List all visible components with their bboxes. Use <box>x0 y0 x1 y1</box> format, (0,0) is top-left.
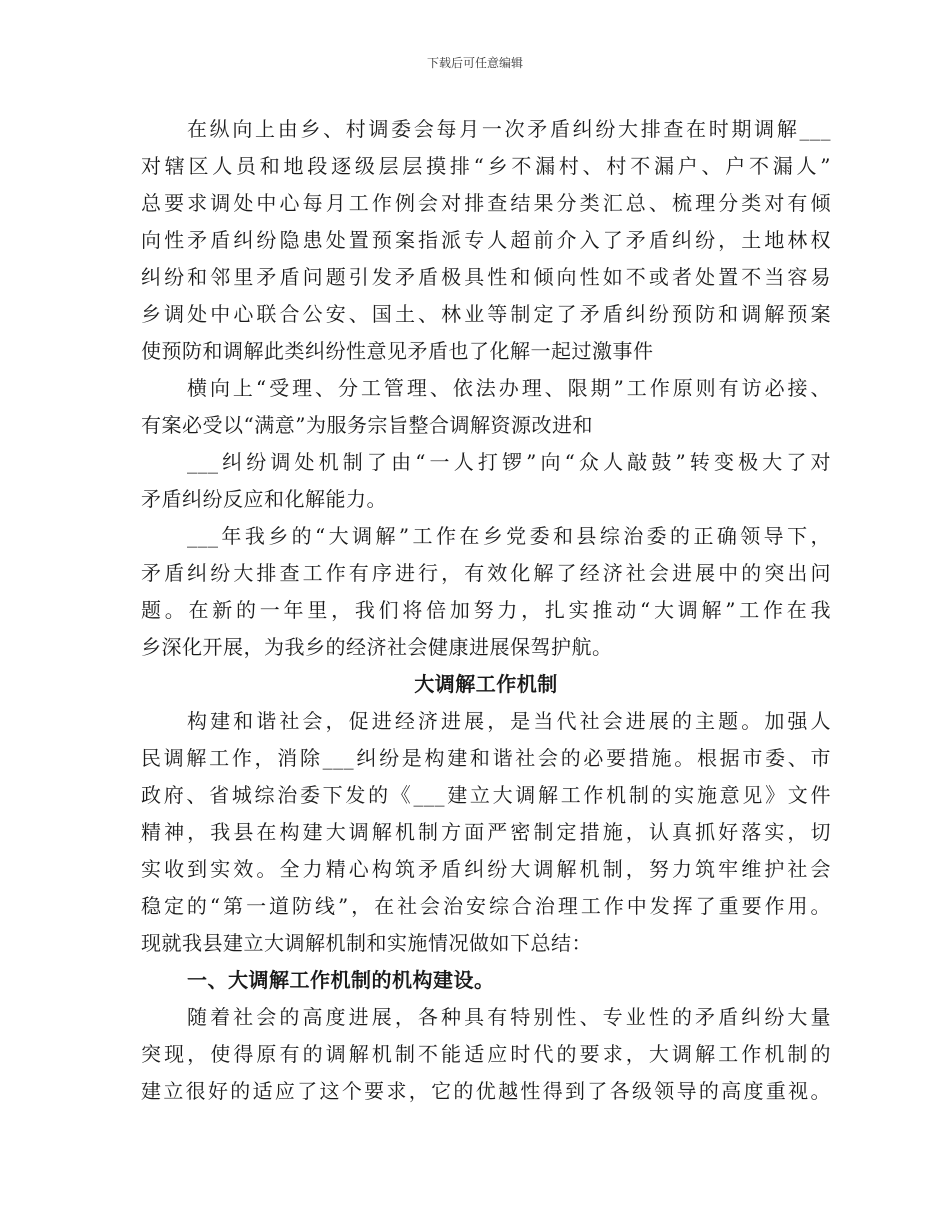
header-note: 下载后可任意编辑 <box>426 56 523 70</box>
text-line: 乡深化开展，为我乡的经济社会健康进展保驾护航。 <box>141 635 613 659</box>
text-line: 随着社会的高度进展，各种具有特别性、专业性的矛盾纠纷大量 <box>187 1005 831 1029</box>
text-line: 现就我县建立大调解机制和实施情况做如下总结： <box>141 931 592 955</box>
text-line: 总要求调处中心每月工作例会对排查结果分类汇总、梳理分类对有倾 <box>141 191 831 215</box>
text-line: 精神，我县在构建大调解机制方面严密制定措施，认真抓好落实，切 <box>141 820 831 844</box>
text-line: 在纵向上由乡、村调委会每月一次矛盾纠纷大排查在时期调解___ <box>187 117 831 141</box>
text-line: 民调解工作，消除___纠纷是构建和谐社会的必要措施。根据市委、市 <box>141 746 831 770</box>
text-line: 向性矛盾纠纷隐患处置预案指派专人超前介入了矛盾纠纷，土地林权 <box>141 228 831 252</box>
text-line: 建立很好的适应了这个要求，它的优越性得到了各级领导的高度重视。 <box>141 1079 831 1103</box>
section-title: 大调解工作机制 <box>414 672 558 696</box>
text-line: ___年我乡的“大调解”工作在乡党委和县综治委的正确领导下， <box>187 524 831 548</box>
text-line: 使预防和调解此类纠纷性意见矛盾也了化解一起过激事件 <box>141 339 654 363</box>
text-line: 突现，使得原有的调解机制不能适应时代的要求，大调解工作机制的 <box>141 1042 831 1066</box>
text-line: 构建和谐社会，促进经济进展，是当代社会进展的主题。加强人 <box>187 709 831 733</box>
text-line: 矛盾纠纷反应和化解能力。 <box>141 487 387 511</box>
section-heading: 一、大调解工作机制的机构建设。 <box>187 968 495 992</box>
text-line: 题。在新的一年里，我们将倍加努力，扎实推动“大调解”工作在我 <box>141 598 831 622</box>
text-line: 实收到实效。全力精心构筑矛盾纠纷大调解机制，努力筑牢维护社会 <box>141 857 831 881</box>
text-line: 矛盾纠纷大排查工作有序进行，有效化解了经济社会进展中的突出问 <box>141 561 831 585</box>
text-line: ___纠纷调处机制了由“一人打锣”向“众人敲鼓”转变极大了对 <box>187 450 831 474</box>
text-line: 政府、省城综治委下发的《___建立大调解工作机制的实施意见》文件 <box>141 783 831 807</box>
text-line: 稳定的“第一道防线”，在社会治安综合治理工作中发挥了重要作用。 <box>141 894 831 918</box>
text-line: 乡调处中心联合公安、国土、林业等制定了矛盾纠纷预防和调解预案 <box>141 302 831 326</box>
text-line: 横向上“受理、分工管理、依法办理、限期”工作原则有访必接、 <box>187 376 831 400</box>
text-line: 纠纷和邻里矛盾问题引发矛盾极具性和倾向性如不或者处置不当容易 <box>141 265 831 289</box>
text-line: 有案必受以“满意”为服务宗旨整合调解资源改进和 <box>141 413 593 437</box>
text-line: 对辖区人员和地段逐级层层摸排“乡不漏村、村不漏户、户不漏人” <box>141 154 831 178</box>
document-body <box>141 111 831 1110</box>
